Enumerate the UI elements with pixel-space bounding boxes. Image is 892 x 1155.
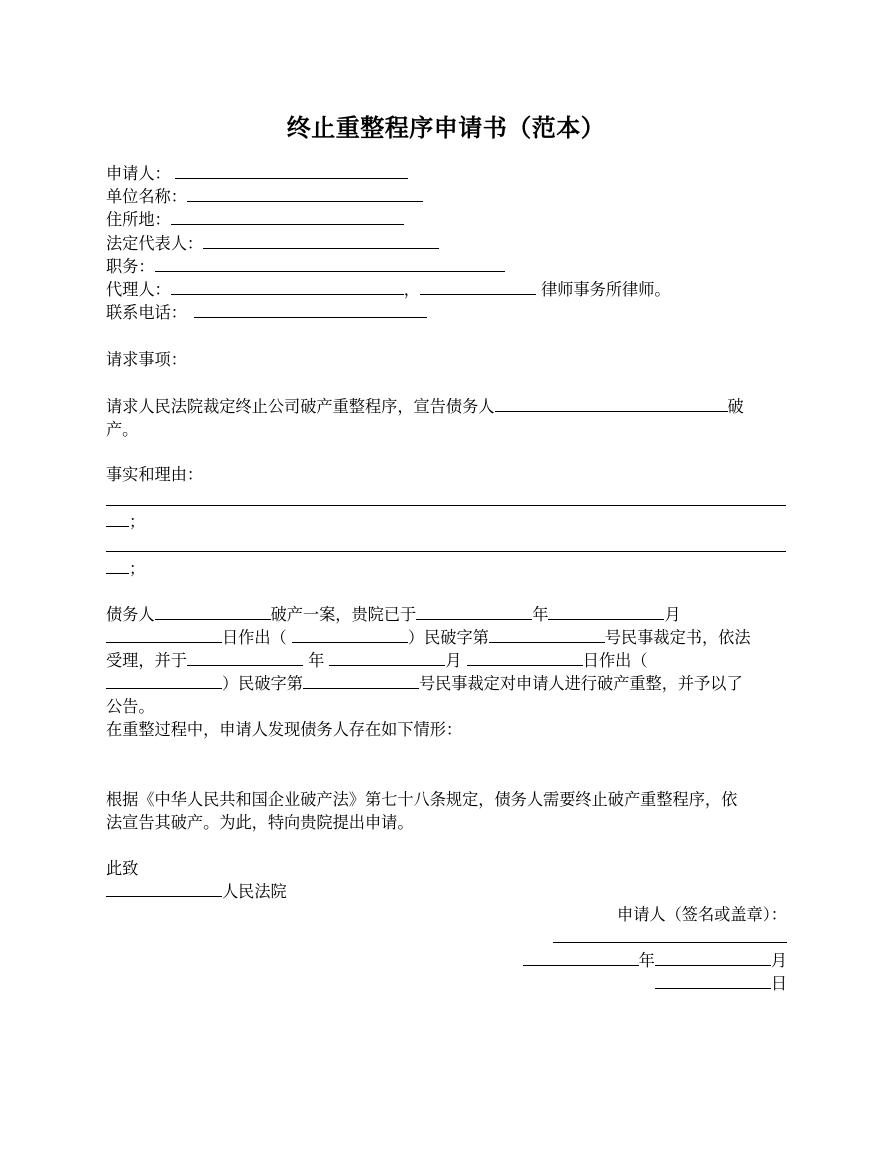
field-label: 申请人： [106,164,171,183]
blank-line[interactable] [553,927,787,943]
body-paragraph-2: 在重整过程中，申请人发现债务人存在如下情形： [106,720,463,739]
body-text: 年 [302,651,330,670]
body-paragraph-3-line-1: 根据《中华人民共和国企业破产法》第七十八条规定，债务人需要终止破产重整程序，依 [106,790,738,809]
blank-line[interactable] [655,973,771,989]
year-text: 年 [638,951,655,970]
field-applicant [106,162,408,185]
blank-line[interactable] [155,604,271,620]
body-text: 受理，并于 [106,651,187,670]
request-heading: 请求事项： [106,350,187,369]
body-text: 月 [664,605,681,624]
salutation: 此致 [106,859,139,878]
blank-line[interactable] [329,650,445,666]
blank-line[interactable] [194,302,427,318]
blank-line[interactable] [420,279,536,295]
signature-line[interactable] [553,926,787,949]
body-paragraph-3-line-2: 法宣告其破产。为此，特向贵院提出申请。 [106,813,414,832]
facts-blank-2[interactable] [106,534,786,557]
blank-line[interactable] [495,396,728,412]
field-label: 联系电话： [106,303,187,322]
semicolon: ； [129,512,146,531]
field-address [106,208,404,231]
field-phone [106,301,427,324]
body-text: 年 [532,605,549,624]
body-text: 日作出（ [222,628,292,647]
facts-blank-1[interactable] [106,488,786,511]
field-label: 单位名称： [106,187,187,206]
blank-line[interactable] [106,534,786,552]
body-line-5: 公告。 [106,697,155,716]
day-text: 日 [770,974,787,993]
field-legal-rep [106,232,439,255]
court-text: 人民法院 [222,882,287,901]
body-text: 月 [445,651,467,670]
body-text: 破产一案，贵院已于 [270,605,417,624]
blank-line[interactable] [416,604,532,620]
blank-line[interactable] [171,209,404,225]
body-text: 号民事裁定对申请人进行破产重整，并予以了 [418,674,743,693]
blank-line[interactable] [171,279,404,295]
body-text: 号民事裁定书，依法 [604,628,751,647]
blank-line[interactable] [155,256,505,272]
body-text: ）民破字第 [222,674,303,693]
request-line-2: 产。 [106,420,139,439]
field-label: 职务： [106,257,155,276]
court-line [106,880,287,903]
blank-line[interactable] [187,186,423,202]
body-line-3 [106,649,648,672]
field-label: 住所地： [106,210,171,229]
body-line-1 [106,603,681,626]
blank-line[interactable] [548,604,664,620]
blank-line[interactable] [106,488,786,506]
blank-line[interactable] [203,233,439,249]
comma: ， [403,280,420,299]
signature-label: 申请人（签名或盖章）： [617,905,787,924]
blank-line[interactable] [106,673,222,689]
blank-line[interactable] [175,163,408,179]
facts-line-1-end [106,510,145,533]
blank-line[interactable] [106,558,129,574]
request-line-1 [106,395,744,418]
facts-heading: 事实和理由： [106,465,204,484]
body-text: 债务人 [106,605,155,624]
request-text: 请求人民法院裁定终止公司破产重整程序，宣告债务人 [106,397,495,416]
field-unit-name [106,185,423,208]
body-text: ）民破字第 [407,628,489,647]
blank-line[interactable] [303,673,419,689]
blank-line[interactable] [292,627,408,643]
month-text: 月 [770,951,787,970]
blank-line[interactable] [523,950,639,966]
law-firm-text: 律师事务所律师。 [541,280,671,299]
semicolon: ； [129,559,146,578]
date-year-month [523,949,787,972]
blank-line[interactable] [467,650,583,666]
facts-line-2-end [106,557,145,580]
blank-line[interactable] [106,627,222,643]
blank-line[interactable] [106,511,129,527]
blank-line[interactable] [106,881,222,897]
body-line-4 [106,672,743,695]
field-label: 法定代表人： [106,234,204,253]
field-agent [106,278,671,301]
field-label: 代理人： [106,280,171,299]
date-day [655,972,787,995]
body-text: 日作出（ [582,651,648,670]
field-position [106,255,505,278]
blank-line[interactable] [489,627,605,643]
body-line-2 [106,626,751,649]
document-title: 终止重整程序申请书（范本） [286,114,606,142]
blank-line[interactable] [655,950,771,966]
blank-line[interactable] [187,650,303,666]
request-text: 破 [727,397,744,416]
